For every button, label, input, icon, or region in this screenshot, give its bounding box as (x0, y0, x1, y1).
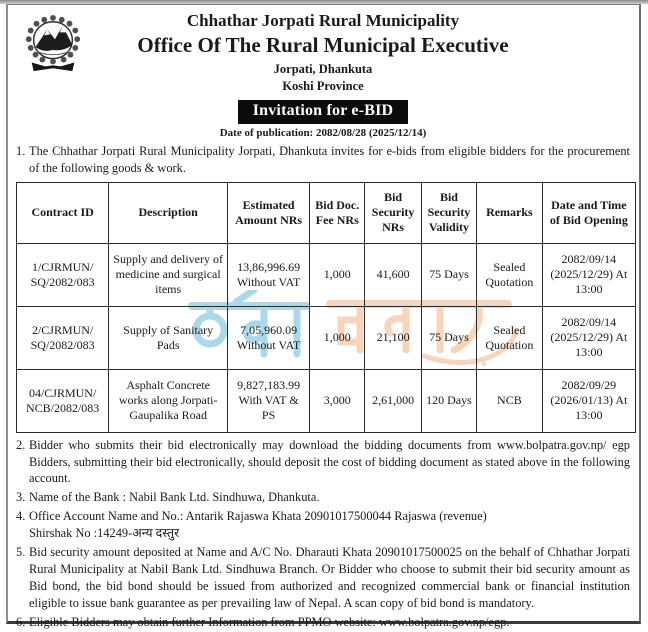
cell-date-time-opening: 2082/09/29 (2026/01/13) At 13:00 (542, 369, 635, 432)
note-6-number: 6. (16, 614, 26, 629)
cell-estimated-amount: 9,827,183.99 With VAT & PS (228, 369, 310, 432)
header-estimated-amount: Estimated Amount NRs (228, 182, 310, 243)
header-bid-security-validity: Bid Security Validity (421, 182, 476, 243)
cell-bid-security-validity: 75 Days (421, 306, 476, 369)
header-description: Description (109, 182, 228, 243)
banner-row (16, 100, 630, 124)
note-1-text: The Chhathar Jorpati Rural Municipality Jorpati, Dhankuta invites for e-bids from eligible bidders for the procurement of the following goods & work. (29, 143, 630, 175)
office-title: Office Of The Rural Municipal Executive (137, 33, 509, 58)
cell-date-time-opening: 2082/09/14 (2025/12/29) At 13:00 (542, 306, 635, 369)
notice-header (16, 11, 630, 139)
header-date-time-opening: Date and Time of Bid Opening (542, 182, 635, 243)
cell-description: Supply and delivery of medicine and surgical items (109, 243, 228, 306)
cell-bid-doc-fee: 3,000 (310, 369, 365, 432)
cell-date-time-opening: 2082/09/14 (2025/12/29) At 13:00 (542, 243, 635, 306)
note-4-text: Office Account Name and No.: Antarik Rajaswa Khata 20901017500044 Rajaswa (revenue) (29, 509, 487, 524)
municipality-emblem-logo (22, 12, 84, 78)
cell-bid-doc-fee: 1,000 (310, 306, 365, 369)
invitation-banner: Invitation for e-BID (238, 100, 409, 124)
note-1 (16, 143, 630, 177)
header-bid-doc-fee: Bid Doc. Fee NRs (310, 182, 365, 243)
note-6 (16, 614, 630, 631)
bid-table-area (16, 182, 630, 433)
cell-description: Asphalt Concrete works along Jorpati-Gaupalika Road (109, 369, 228, 432)
cell-remarks: Sealed Quotation (477, 306, 543, 369)
cell-contract-id: 1/CJRMUN/ SQ/2082/083 (17, 243, 109, 306)
bid-table (16, 182, 636, 433)
table-row (17, 369, 636, 432)
note-3-text: Name of the Bank : Nabil Bank Ltd. Sindhuwa, Dhankuta. (29, 490, 320, 505)
cell-bid-security: 21,100 (365, 306, 421, 369)
cell-estimated-amount: 7,05,960.09 Without VAT (228, 306, 310, 369)
table-row (17, 243, 636, 306)
cell-contract-id: 2/CJRMUN/ SQ/2082/083 (17, 306, 109, 369)
note-4-number: 4. (16, 509, 26, 524)
cell-description: Supply of Sanitary Pads (109, 306, 228, 369)
province-line: Koshi Province (282, 79, 364, 94)
note-5-text: Bid security amount deposited at Name and A/C No. Dharauti Khata 20901017500025 on the behalf of Chhathar Jorpati Rural Municipality at Nabil Bank Ltd. Sindhuwa Branch. Or Bidder who choose to submit their bid security amount as Bid bond, the bid bond should be issued from authorized and recognized commercial bank or financial institution eligible to issue bank guarantee as per prevailing law of Nepal. A scan copy of bid bond is mandatory. (29, 545, 630, 610)
municipality-title: Chhathar Jorpati Rural Municipality (186, 11, 460, 30)
note-2-text: Bidder who submits their bid electronically may download the bidding documents from www.bolpatra.gov.np/ egp Bidders, submitting their bid electronically, should deposit the cost of bidding document as stated above in the following account. (29, 437, 630, 486)
note-3 (16, 489, 630, 506)
address-line: Jorpati, Dhankuta (273, 61, 373, 76)
note-2-number: 2. (16, 437, 26, 452)
cell-remarks: NCB (477, 369, 543, 432)
cell-estimated-amount: 13,86,996.69 Without VAT (228, 243, 310, 306)
cell-contract-id: 04/CJRMUN/ NCB/2082/083 (17, 369, 109, 432)
cell-remarks: Sealed Quotation (477, 243, 543, 306)
note-5-number: 5. (16, 545, 26, 560)
note-5 (16, 544, 630, 612)
table-row (17, 306, 636, 369)
header-remarks: Remarks (477, 182, 543, 243)
cell-bid-security-validity: 120 Days (421, 369, 476, 432)
cell-bid-security: 2,61,000 (365, 369, 421, 432)
note-6-text: Eligible Bidders may obtain further Information from PPMO website: www.bolpatra.gov.np/egp. (29, 614, 510, 629)
note-4-text-line2: Shirshak No :14249-अन्य दस्तुर (29, 526, 180, 541)
header-bid-security: Bid Security NRs (365, 182, 421, 243)
note-3-number: 3. (16, 490, 26, 505)
header-contract-id: Contract ID (17, 182, 109, 243)
note-2 (16, 437, 630, 488)
notice-page (6, 4, 641, 629)
cell-bid-security-validity: 75 Days (421, 243, 476, 306)
note-4 (16, 508, 630, 542)
cell-bid-security: 41,600 (365, 243, 421, 306)
table-header-row (17, 182, 636, 243)
emblem-icon (22, 12, 84, 78)
cell-bid-doc-fee: 1,000 (310, 243, 365, 306)
note-1-number: 1. (16, 143, 26, 158)
publication-date: Date of publication: 2082/08/28 (2025/12/14) (219, 126, 427, 139)
